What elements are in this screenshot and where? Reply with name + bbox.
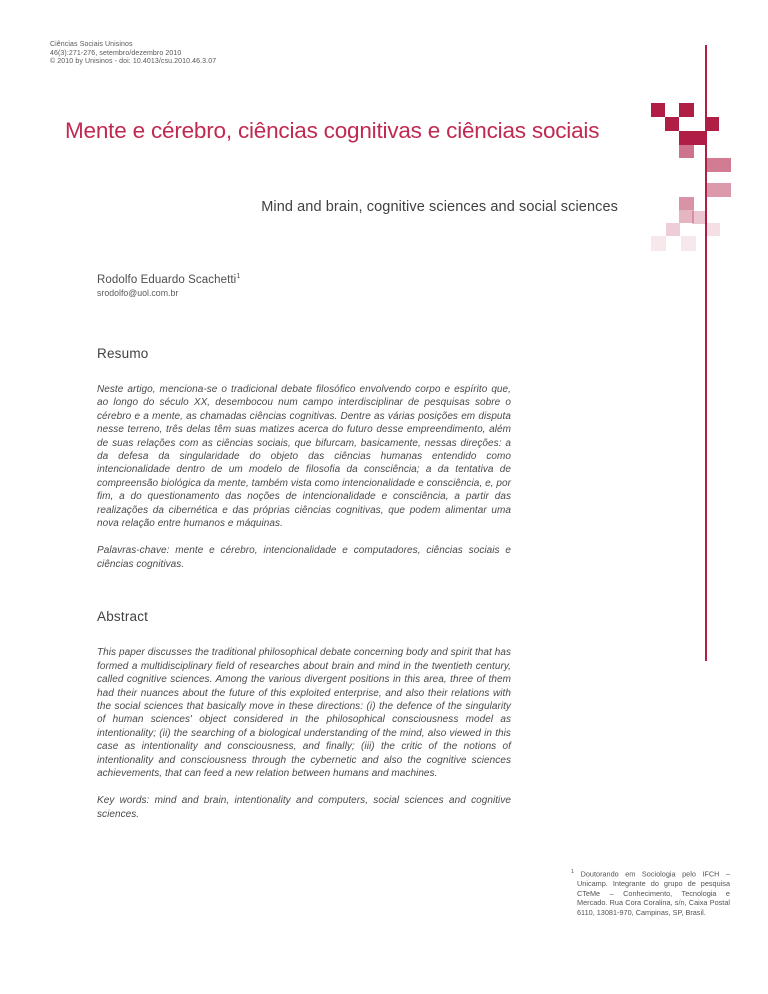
abstract-body: This paper discusses the traditional philosophical debate concerning body and spirit that has formed a multidisciplinary field of researches about brain and mind in the twentieth century, called cognitive sciences. Among the various divergent positions in this area, three of them had their nuances about the future of this exploited enterprise, and also their relations with the social sciences that basically move in these directions: (i) the defence of the singularity of human sciences' object considered in the philosophical consciousness model as intentionality; (ii) the searching of a biological understanding of the mind, also viewed in this case as intentionality and consciousness, and finally; (iii) the critic of the notions of intentionality and consciousness through the cybernetic and also the cognitive sciences achievements, that can feed a new relation between humans and machines. [97,647,511,779]
mosaic-square [651,103,665,117]
mosaic-square [679,103,694,117]
author-footnote [571,868,730,917]
mosaic-square [666,223,680,236]
footnote-marker: 1 [571,869,575,875]
mosaic-square [705,117,719,131]
abstracts-column [97,346,511,821]
resumo-keywords: Palavras-chave: mente e cérebro, intencionalidade e computadores, ciências sociais e ciências cognitivas. [97,545,511,570]
author-email: srodolfo@uol.com.br [97,287,179,298]
journal-name: Ciências Sociais Unisinos [50,41,133,48]
journal-issue: 46(3):271-276, setembro/dezembro 2010 [50,49,182,57]
resumo-heading: Resumo [97,346,149,361]
author-block [97,273,240,298]
resumo-body: Neste artigo, menciona-se o tradicional debate filosófico envolvendo corpo e espírito que, ao longo do século XX, desembocou num campo interdisciplinar de pesquisas sobre o cérebro e a mente, as chamadas ciências cognitivas. Dentre as várias posições em disputa nesse terreno, três delas têm suas matizes acerca do futuro desse empreendimento, além de suas relações com as ciências sociais, que bifurcam, basicamente, nessas direções: a da defesa da singularidade do objeto das ciências humanas entendido como intencionalidade dentro de um modelo de filosofia da consciência; a da tentativa de compreensão biológica da mente, também vista como intencionalidade e consciência, e, por fim, a do questionamento das noções de intencionalidade e consciência, a partir das realizações da cibernética e das próprias ciências cognitivas, que podem alimentar uma nova relação entre humanos e máquinas. [97,384,511,530]
mosaic-square [679,145,694,158]
abstract-keywords: Key words: mind and brain, intentionality and computers, social sciences and cognitive sciences. [97,795,511,820]
journal-copyright: © 2010 by Unisinos - doi: 10.4013/csu.2010.46.3.07 [50,58,217,66]
author-name-text: Rodolfo Eduardo Scachetti [97,273,237,286]
author-name [97,273,240,286]
journal-header [50,41,216,67]
mosaic-square [651,236,666,251]
mosaic-square [681,236,696,251]
mosaic-square [705,223,720,236]
abstract-heading: Abstract [97,609,149,625]
mosaic-square [707,158,731,172]
author-footnote-marker: 1 [236,273,241,280]
mosaic-square [679,197,694,210]
article-subtitle: Mind and brain, cognitive sciences and social sciences [261,199,618,215]
footnote-text: Doutorando em Sociologia pelo IFCH – Unicamp. Integrante do grupo de pesquisa CTeMe – Conhecimento, Tecnologia e Mercado. Rua Cora Coralina, s/n, Caixa Postal 6110, 13081-970, Campinas, SP, Brasil. [577,869,730,917]
page-title: Mente e cérebro, ciências cognitivas e ciências sociais [65,118,600,143]
accent-vertical-rule [705,45,707,661]
mosaic-square [707,183,731,197]
mosaic-square [692,211,706,224]
